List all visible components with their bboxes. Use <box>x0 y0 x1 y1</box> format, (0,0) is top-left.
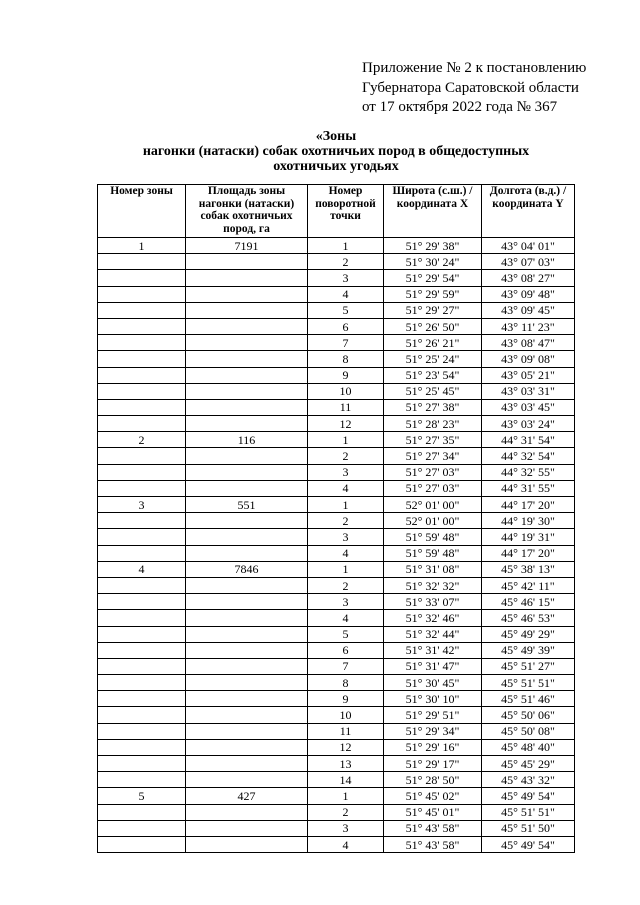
longitude-cell: 43° 09' 08" <box>482 351 575 367</box>
zone-area-cell: 7846 <box>186 561 308 577</box>
table-row <box>98 739 575 755</box>
zone-area-cell <box>186 756 308 772</box>
zone-number-cell <box>98 351 186 367</box>
table-row <box>98 497 575 513</box>
table-row <box>98 335 575 351</box>
longitude-cell: 45° 48' 40" <box>482 739 575 755</box>
latitude-cell: 51° 28' 50" <box>384 772 482 788</box>
longitude-cell: 43° 08' 47" <box>482 335 575 351</box>
zone-number-cell <box>98 254 186 270</box>
point-number-cell: 3 <box>308 529 384 545</box>
longitude-cell: 45° 51' 46" <box>482 691 575 707</box>
zone-number-cell <box>98 302 186 318</box>
point-number-cell: 12 <box>308 739 384 755</box>
point-number-cell: 4 <box>308 610 384 626</box>
zone-number-cell: 3 <box>98 497 186 513</box>
zone-area-cell <box>186 351 308 367</box>
zone-area-cell <box>186 707 308 723</box>
zone-area-cell <box>186 383 308 399</box>
table-row <box>98 545 575 561</box>
latitude-cell: 51° 23' 54" <box>384 367 482 383</box>
zone-area-cell <box>186 594 308 610</box>
header-point-number: Номер поворотной точки <box>308 185 384 238</box>
zone-area-cell <box>186 610 308 626</box>
zone-number-cell <box>98 286 186 302</box>
table-row <box>98 367 575 383</box>
latitude-cell: 51° 59' 48" <box>384 545 482 561</box>
zone-number-cell <box>98 480 186 496</box>
zone-number-cell <box>98 772 186 788</box>
point-number-cell: 1 <box>308 432 384 448</box>
latitude-cell: 51° 45' 01" <box>384 804 482 820</box>
title-line-3: охотничьих угодьях <box>273 159 399 174</box>
table-row <box>98 513 575 529</box>
zone-number-cell <box>98 691 186 707</box>
zone-area-cell <box>186 254 308 270</box>
zone-number-cell <box>98 448 186 464</box>
table-row <box>98 270 575 286</box>
header-zone-number: Номер зоны <box>98 185 186 238</box>
table-row <box>98 480 575 496</box>
point-number-cell: 1 <box>308 788 384 804</box>
table-row <box>98 836 575 852</box>
zone-number-cell <box>98 335 186 351</box>
zone-number-cell <box>98 626 186 642</box>
zone-area-cell <box>186 448 308 464</box>
latitude-cell: 51° 43' 58" <box>384 820 482 836</box>
latitude-cell: 51° 27' 03" <box>384 480 482 496</box>
point-number-cell: 3 <box>308 270 384 286</box>
point-number-cell: 2 <box>308 254 384 270</box>
table-row <box>98 351 575 367</box>
longitude-cell: 44° 32' 55" <box>482 464 575 480</box>
zone-number-cell <box>98 577 186 593</box>
zone-number-cell <box>98 723 186 739</box>
zone-area-cell <box>186 836 308 852</box>
table-row <box>98 238 575 254</box>
longitude-cell: 43° 09' 45" <box>482 302 575 318</box>
latitude-cell: 51° 26' 21" <box>384 335 482 351</box>
longitude-cell: 45° 50' 06" <box>482 707 575 723</box>
point-number-cell: 1 <box>308 561 384 577</box>
zone-number-cell <box>98 383 186 399</box>
longitude-cell: 45° 51' 27" <box>482 658 575 674</box>
zone-area-cell <box>186 739 308 755</box>
table-row <box>98 432 575 448</box>
zone-number-cell <box>98 707 186 723</box>
point-number-cell: 8 <box>308 675 384 691</box>
latitude-cell: 51° 29' 17" <box>384 756 482 772</box>
latitude-cell: 51° 33' 07" <box>384 594 482 610</box>
longitude-cell: 44° 31' 55" <box>482 480 575 496</box>
table-row <box>98 675 575 691</box>
zone-number-cell <box>98 804 186 820</box>
point-number-cell: 9 <box>308 691 384 707</box>
longitude-cell: 45° 50' 08" <box>482 723 575 739</box>
point-number-cell: 6 <box>308 318 384 334</box>
zone-area-cell <box>186 399 308 415</box>
longitude-cell: 43° 03' 45" <box>482 399 575 415</box>
zone-number-cell <box>98 820 186 836</box>
point-number-cell: 10 <box>308 383 384 399</box>
appendix-line-1: Приложение № 2 к постановлению <box>362 60 587 76</box>
longitude-cell: 45° 49' 29" <box>482 626 575 642</box>
zone-area-cell <box>186 367 308 383</box>
zone-number-cell <box>98 756 186 772</box>
longitude-cell: 44° 17' 20" <box>482 497 575 513</box>
latitude-cell: 51° 31' 08" <box>384 561 482 577</box>
longitude-cell: 45° 45' 29" <box>482 756 575 772</box>
latitude-cell: 51° 32' 46" <box>384 610 482 626</box>
point-number-cell: 5 <box>308 626 384 642</box>
zone-area-cell <box>186 529 308 545</box>
zone-area-cell <box>186 335 308 351</box>
zone-area-cell: 551 <box>186 497 308 513</box>
zone-area-cell <box>186 270 308 286</box>
zone-area-cell <box>186 804 308 820</box>
latitude-cell: 51° 27' 35" <box>384 432 482 448</box>
latitude-cell: 51° 43' 58" <box>384 836 482 852</box>
point-number-cell: 6 <box>308 642 384 658</box>
latitude-cell: 51° 45' 02" <box>384 788 482 804</box>
zone-area-cell <box>186 318 308 334</box>
longitude-cell: 44° 31' 54" <box>482 432 575 448</box>
point-number-cell: 4 <box>308 545 384 561</box>
latitude-cell: 52° 01' 00" <box>384 497 482 513</box>
latitude-cell: 51° 29' 34" <box>384 723 482 739</box>
zones-table <box>97 184 575 853</box>
table-row <box>98 788 575 804</box>
latitude-cell: 51° 29' 54" <box>384 270 482 286</box>
latitude-cell: 51° 32' 44" <box>384 626 482 642</box>
point-number-cell: 3 <box>308 820 384 836</box>
point-number-cell: 1 <box>308 497 384 513</box>
zone-area-cell <box>186 577 308 593</box>
zone-area-cell <box>186 658 308 674</box>
header-longitude: Долгота (в.д.) / координата Y <box>482 185 575 238</box>
table-row <box>98 642 575 658</box>
table-body <box>98 238 575 853</box>
zone-area-cell <box>186 286 308 302</box>
zone-area-cell <box>186 480 308 496</box>
table-row <box>98 820 575 836</box>
zone-number-cell <box>98 658 186 674</box>
latitude-cell: 51° 30' 10" <box>384 691 482 707</box>
latitude-cell: 51° 30' 45" <box>384 675 482 691</box>
latitude-cell: 51° 29' 27" <box>384 302 482 318</box>
longitude-cell: 43° 03' 31" <box>482 383 575 399</box>
point-number-cell: 7 <box>308 658 384 674</box>
point-number-cell: 2 <box>308 513 384 529</box>
table-row <box>98 286 575 302</box>
table-row <box>98 464 575 480</box>
table-row <box>98 399 575 415</box>
longitude-cell: 45° 51' 51" <box>482 804 575 820</box>
zone-number-cell <box>98 675 186 691</box>
point-number-cell: 11 <box>308 399 384 415</box>
longitude-cell: 45° 49' 54" <box>482 836 575 852</box>
latitude-cell: 52° 01' 00" <box>384 513 482 529</box>
zone-number-cell <box>98 513 186 529</box>
table-row <box>98 610 575 626</box>
latitude-cell: 51° 29' 51" <box>384 707 482 723</box>
zone-area-cell <box>186 464 308 480</box>
appendix-reference <box>362 59 586 118</box>
table-header-row <box>98 185 575 238</box>
table-row <box>98 658 575 674</box>
longitude-cell: 45° 49' 54" <box>482 788 575 804</box>
table-row <box>98 594 575 610</box>
zone-area-cell <box>186 545 308 561</box>
longitude-cell: 45° 38' 13" <box>482 561 575 577</box>
zone-number-cell <box>98 399 186 415</box>
appendix-line-2: Губернатора Саратовской области <box>362 79 579 96</box>
zone-area-cell <box>186 772 308 788</box>
latitude-cell: 51° 27' 34" <box>384 448 482 464</box>
table-row <box>98 772 575 788</box>
zone-number-cell <box>98 529 186 545</box>
latitude-cell: 51° 29' 16" <box>384 739 482 755</box>
latitude-cell: 51° 31' 42" <box>384 642 482 658</box>
point-number-cell: 2 <box>308 577 384 593</box>
zone-number-cell <box>98 836 186 852</box>
point-number-cell: 11 <box>308 723 384 739</box>
longitude-cell: 43° 09' 48" <box>482 286 575 302</box>
table-row <box>98 529 575 545</box>
title-line-2: нагонки (натаски) собак охотничьих пород в общедоступных <box>142 144 530 159</box>
point-number-cell: 1 <box>308 238 384 254</box>
longitude-cell: 45° 46' 53" <box>482 610 575 626</box>
point-number-cell: 3 <box>308 594 384 610</box>
zone-number-cell: 5 <box>98 788 186 804</box>
point-number-cell: 4 <box>308 836 384 852</box>
longitude-cell: 43° 07' 03" <box>482 254 575 270</box>
table-row <box>98 416 575 432</box>
longitude-cell: 43° 03' 24" <box>482 416 575 432</box>
zone-number-cell <box>98 270 186 286</box>
latitude-cell: 51° 26' 50" <box>384 318 482 334</box>
point-number-cell: 2 <box>308 804 384 820</box>
zone-number-cell <box>98 545 186 561</box>
longitude-cell: 44° 32' 54" <box>482 448 575 464</box>
zone-number-cell <box>98 367 186 383</box>
zone-number-cell <box>98 594 186 610</box>
latitude-cell: 51° 25' 45" <box>384 383 482 399</box>
longitude-cell: 45° 51' 50" <box>482 820 575 836</box>
latitude-cell: 51° 32' 32" <box>384 577 482 593</box>
zone-area-cell <box>186 675 308 691</box>
zone-number-cell: 2 <box>98 432 186 448</box>
longitude-cell: 44° 19' 31" <box>482 529 575 545</box>
point-number-cell: 3 <box>308 464 384 480</box>
zone-number-cell <box>98 464 186 480</box>
point-number-cell: 10 <box>308 707 384 723</box>
zone-area-cell: 427 <box>186 788 308 804</box>
table-row <box>98 707 575 723</box>
point-number-cell: 5 <box>308 302 384 318</box>
zone-area-cell <box>186 723 308 739</box>
latitude-cell: 51° 30' 24" <box>384 254 482 270</box>
latitude-cell: 51° 27' 38" <box>384 399 482 415</box>
zone-area-cell: 116 <box>186 432 308 448</box>
appendix-line-3: от 17 октября 2022 года № 367 <box>362 99 558 115</box>
table-row <box>98 691 575 707</box>
table-row <box>98 577 575 593</box>
longitude-cell: 43° 05' 21" <box>482 367 575 383</box>
longitude-cell: 44° 17' 20" <box>482 545 575 561</box>
latitude-cell: 51° 59' 48" <box>384 529 482 545</box>
longitude-cell: 43° 11' 23" <box>482 318 575 334</box>
latitude-cell: 51° 29' 38" <box>384 238 482 254</box>
table-row <box>98 626 575 642</box>
zone-number-cell <box>98 318 186 334</box>
zone-number-cell <box>98 416 186 432</box>
header-zone-area: Площадь зоны нагонки (натаски) собак охотничьих пород, га <box>186 185 308 238</box>
zone-area-cell <box>186 513 308 529</box>
zone-area-cell: 7191 <box>186 238 308 254</box>
zone-area-cell <box>186 820 308 836</box>
point-number-cell: 12 <box>308 416 384 432</box>
zone-area-cell <box>186 626 308 642</box>
point-number-cell: 14 <box>308 772 384 788</box>
latitude-cell: 51° 27' 03" <box>384 464 482 480</box>
zone-area-cell <box>186 691 308 707</box>
zone-number-cell: 1 <box>98 238 186 254</box>
point-number-cell: 13 <box>308 756 384 772</box>
point-number-cell: 8 <box>308 351 384 367</box>
table-row <box>98 302 575 318</box>
title-line-1: «Зоны <box>315 129 357 144</box>
table-row <box>98 804 575 820</box>
header-latitude: Широта (с.ш.) / координата X <box>384 185 482 238</box>
table-row <box>98 318 575 334</box>
table-row <box>98 756 575 772</box>
table-row <box>98 254 575 270</box>
zone-area-cell <box>186 302 308 318</box>
longitude-cell: 43° 08' 27" <box>482 270 575 286</box>
longitude-cell: 43° 04' 01" <box>482 238 575 254</box>
longitude-cell: 45° 51' 51" <box>482 675 575 691</box>
latitude-cell: 51° 29' 59" <box>384 286 482 302</box>
longitude-cell: 45° 43' 32" <box>482 772 575 788</box>
document-title <box>96 129 576 174</box>
zone-number-cell <box>98 739 186 755</box>
zone-number-cell <box>98 610 186 626</box>
point-number-cell: 7 <box>308 335 384 351</box>
longitude-cell: 45° 42' 11" <box>482 577 575 593</box>
table-row <box>98 561 575 577</box>
table-row <box>98 723 575 739</box>
longitude-cell: 45° 46' 15" <box>482 594 575 610</box>
zone-area-cell <box>186 416 308 432</box>
latitude-cell: 51° 31' 47" <box>384 658 482 674</box>
table-row <box>98 383 575 399</box>
point-number-cell: 9 <box>308 367 384 383</box>
zone-area-cell <box>186 642 308 658</box>
table-row <box>98 448 575 464</box>
latitude-cell: 51° 25' 24" <box>384 351 482 367</box>
zone-number-cell: 4 <box>98 561 186 577</box>
point-number-cell: 4 <box>308 286 384 302</box>
point-number-cell: 4 <box>308 480 384 496</box>
zone-number-cell <box>98 642 186 658</box>
point-number-cell: 2 <box>308 448 384 464</box>
longitude-cell: 45° 49' 39" <box>482 642 575 658</box>
latitude-cell: 51° 28' 23" <box>384 416 482 432</box>
longitude-cell: 44° 19' 30" <box>482 513 575 529</box>
